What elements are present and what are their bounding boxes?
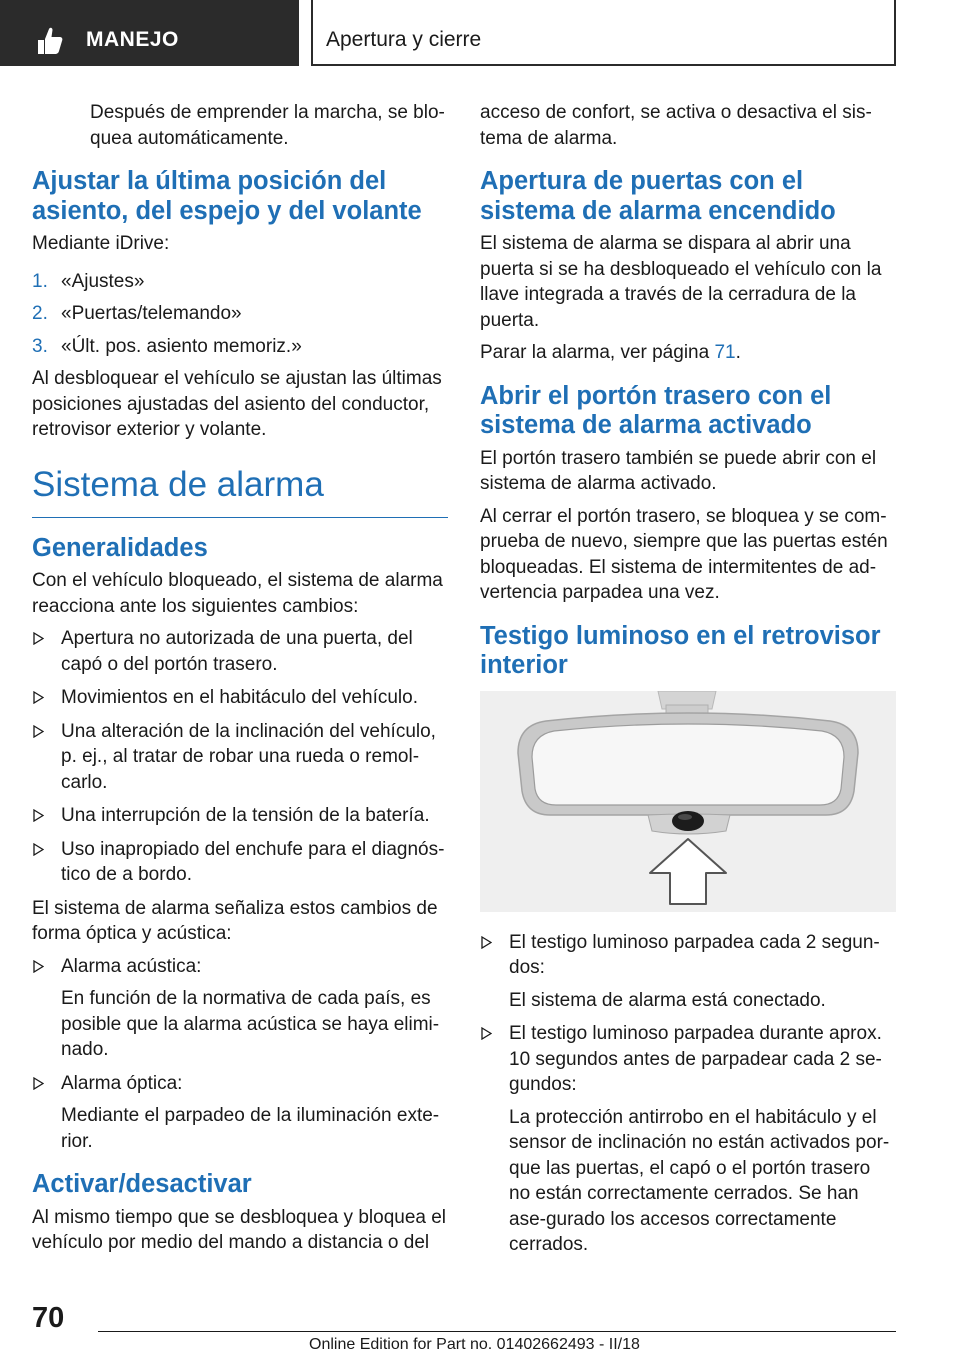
list-item-detail: Mediante el parpadeo de la iluminación exte-rior.	[61, 1105, 440, 1152]
list-item	[32, 719, 448, 796]
list-item-text: Uso inapropiado del enchufe para el diagnós-tico de a bordo.	[61, 838, 445, 885]
list-item	[32, 626, 448, 677]
heading-indicator: Testigo luminoso en el retrovisor interior	[480, 621, 881, 679]
triangle-bullet-icon	[33, 691, 44, 704]
heading-activate: Activar/desactivar	[32, 1170, 252, 1198]
list-item	[32, 837, 448, 888]
page-number: 70	[32, 1302, 65, 1334]
list-item-text: Apertura no autorizada de una puerta, del capó o del portón trasero.	[61, 628, 413, 675]
rearview-mirror-figure	[480, 691, 896, 912]
step-text: «Ajustes»	[61, 270, 145, 292]
footer-divider	[98, 1331, 896, 1332]
list-item-detail: El sistema de alarma está conectado.	[509, 989, 826, 1011]
list-item-label: El testigo luminoso parpadea durante aprox. 10 segundos antes de parpadear cada 2 se-gundos:	[509, 1023, 882, 1095]
list-item	[480, 930, 896, 1014]
rearview-mirror-illustration	[480, 691, 896, 912]
activate-paragraph: Al mismo tiempo que se desbloquea y bloquea el vehículo por medio del mando a distancia o del	[32, 1206, 447, 1253]
intro-paragraph: Después de emprender la marcha, se blo-quea automáticamente.	[90, 102, 445, 149]
step-number: 2.	[32, 303, 48, 324]
triangle-bullet-icon	[481, 1027, 492, 1040]
unlock-paragraph: Al desbloquear el vehículo se ajustan las últimas posiciones ajustadas del asiento del conductor, retrovisor exterior y volante.	[32, 368, 442, 440]
list-item	[480, 1021, 896, 1258]
heading-tailgate: Abrir el portón trasero con el sistema de alarma activado	[480, 381, 832, 439]
list-item-detail: En función de la normativa de cada país, es posible que la alarma acústica se haya elimi-nado.	[61, 988, 440, 1060]
tailgate-paragraph-1: El portón trasero también se puede abrir con el sistema de alarma activado.	[480, 447, 877, 494]
step-item	[32, 301, 448, 327]
general-paragraph: Con el vehículo bloqueado, el sistema de alarma reacciona ante los siguientes cambios:	[32, 570, 443, 617]
triangle-bullet-icon	[33, 1077, 44, 1090]
list-item	[32, 954, 448, 1063]
continued-paragraph: acceso de confort, se activa o desactiva el sis-tema de alarma.	[480, 102, 872, 149]
list-item-label: El testigo luminoso parpadea cada 2 segun-dos:	[509, 931, 880, 978]
stop-alarm-paragraph	[480, 340, 896, 366]
list-item-text: Una alteración de la inclinación del vehículo, p. ej., al tratar de robar una rueda o remol-carlo.	[61, 720, 436, 793]
left-column	[32, 100, 448, 1263]
stop-alarm-end: .	[735, 342, 741, 363]
tailgate-paragraph-2: Al cerrar el portón trasero, se bloquea y se com-prueba de nuevo, siempre que las puertas estén bloqueadas. El sistema de intermitentes de ad-vertencia parpadea una vez.	[480, 505, 888, 603]
triangle-bullet-icon	[33, 960, 44, 973]
list-item-text: Una interrupción de la tensión de la batería.	[61, 805, 430, 826]
list-item	[32, 803, 448, 829]
section-tab	[0, 0, 299, 66]
list-item-label: Alarma acústica:	[61, 955, 202, 977]
idrive-steps	[32, 269, 448, 360]
idrive-label: Mediante iDrive:	[32, 233, 170, 254]
step-text: «Puertas/telemando»	[61, 303, 242, 324]
list-item	[32, 685, 448, 711]
section-name: MANEJO	[86, 28, 179, 51]
doors-paragraph: El sistema de alarma se dispara al abrir una puerta si se ha desbloqueado el vehículo con la llave integrada a través de la cerradura de la puerta.	[480, 233, 882, 331]
list-item-detail: La protección antirrobo en el habitáculo y el sensor de inclinación no están activados por-que las puertas, el capó o el portón trasero no están correctamente cerrados. Se han ase-gurado los accesos correctamente cerrados.	[509, 1106, 890, 1255]
heading-doors-alarm: Apertura de puertas con el sistema de alarma encendido	[480, 167, 836, 225]
list-item-label: Alarma óptica:	[61, 1072, 183, 1094]
step-text: «Últ. pos. asiento memoriz.»	[61, 335, 302, 357]
step-number: 1.	[32, 270, 48, 292]
heading-last-position: Ajustar la última posición del asiento, del espejo y del volante	[32, 167, 422, 225]
alarm-types-list	[32, 954, 448, 1155]
steering-hand-icon	[34, 24, 66, 56]
indicator-list	[480, 930, 896, 1258]
list-item-text: Movimientos en el habitáculo del vehículo.	[61, 687, 418, 708]
step-number: 3.	[32, 335, 48, 357]
triangle-bullet-icon	[33, 843, 44, 856]
triangle-bullet-icon	[481, 936, 492, 949]
triangle-bullet-icon	[33, 632, 44, 645]
page-header	[0, 0, 960, 66]
stop-alarm-text: Parar la alarma, ver página	[480, 342, 715, 363]
step-item	[32, 269, 448, 295]
triangle-bullet-icon	[33, 725, 44, 738]
heading-alarm-system: Sistema de alarma	[32, 465, 448, 518]
page-link[interactable]: 71	[714, 342, 736, 363]
list-item	[32, 1071, 448, 1155]
chapter-title: Apertura y cierre	[326, 28, 482, 51]
signal-paragraph: El sistema de alarma señaliza estos cambios de forma óptica y acústica:	[32, 897, 438, 944]
heading-general: Generalidades	[32, 533, 208, 562]
edition-text: Online Edition for Part no. 01402662493 - II/18	[309, 1336, 640, 1353]
changes-list	[32, 626, 448, 888]
triangle-bullet-icon	[33, 809, 44, 822]
right-column	[480, 100, 896, 1266]
step-item	[32, 334, 448, 360]
